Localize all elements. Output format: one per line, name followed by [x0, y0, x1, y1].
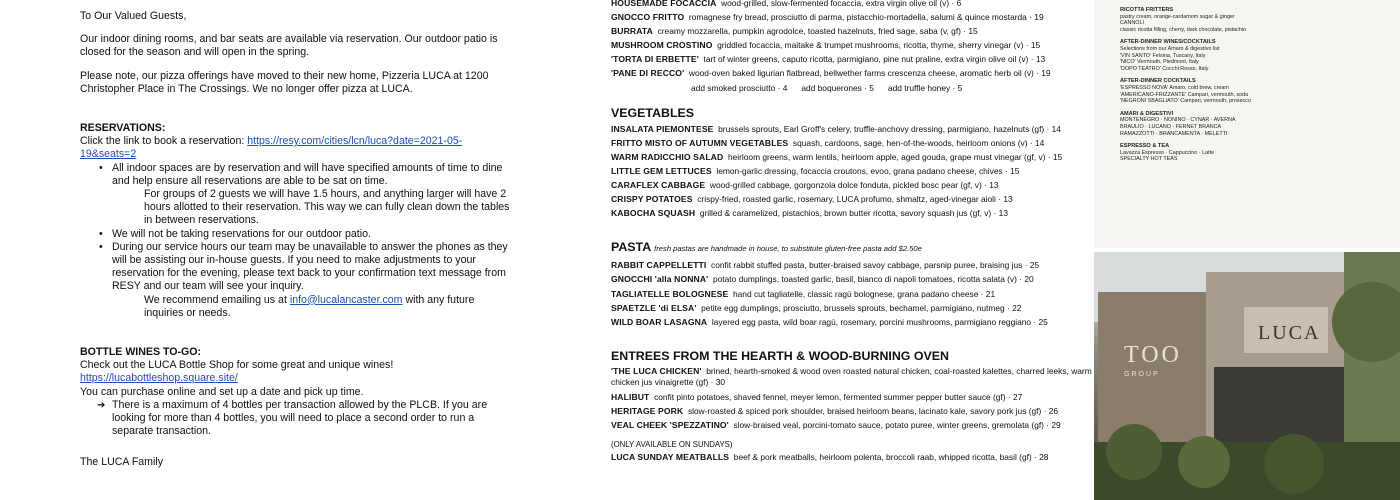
menu-item-desc: slow-braised veal, porcini-tomato sauce, potato puree, winter greens, gremolata (gf) · 29 [733, 419, 1061, 430]
menu-item-name: LUCA SUNDAY MEATBALLS [611, 452, 730, 463]
shrub [1178, 436, 1230, 488]
bottle-list [80, 399, 510, 439]
drinks-line: classic ricotta filling, cherry, dark chocolate, pistachio [1120, 26, 1247, 33]
menu-item-desc: layered egg pasta, wild boar ragù, rosemary, porcini mushrooms, parmigiano reggiano · 25 [711, 316, 1048, 327]
food-menu [611, 0, 1093, 464]
drinks-section [1120, 7, 1388, 33]
greeting: To Our Valued Guests, [80, 10, 187, 22]
email-link[interactable]: info@lucalancaster.com [289, 293, 403, 306]
bottle-shop-link[interactable]: https://lucabottleshop.square.site/ [80, 372, 238, 385]
menu-item [611, 418, 1093, 432]
menu-item-desc: heirloom greens, warm lentils, heirloom apple, aged gouda, grape must vinegar (gf, v) · 15 [727, 151, 1063, 162]
drinks-line: 'VIN SANTO' Felsina, Tuscany, Italy [1120, 52, 1206, 59]
drinks-line: 'DOPO TEATRO' Cocchi Rosso, Italy [1120, 65, 1209, 72]
menu-item-desc: brussels sprouts, Earl Groff's celery, truffle-anchovy dressing, parmigiano, hazelnuts (gf) · 14 [718, 123, 1061, 134]
menu-item [611, 206, 1093, 220]
menu-item-desc: creamy mozzarella, pumpkin agrodolce, toasted hazelnuts, fried sage, saba (v, gf) · 15 [657, 26, 978, 37]
reservation-item-patio: • We will not be taking reservations for our outdoor patio. [80, 228, 510, 241]
menu-item [611, 0, 1093, 10]
drinks-line: 'ESPRESSO NOVA' Amaro, cold brew, cream [1120, 84, 1229, 91]
menu-item [611, 192, 1093, 206]
menu-item [611, 150, 1093, 164]
menu-item-name: GNOCCHI 'alla NONNA' [611, 274, 709, 285]
menu-item-desc: hand cut tagliatelle, classic ragù bolognese, grana padano cheese · 21 [732, 288, 996, 299]
reservation-item-email [80, 294, 510, 320]
menu-item [611, 315, 1093, 329]
email-post-text: with any future inquiries or needs. [144, 293, 475, 319]
menu-item [611, 10, 1093, 24]
dessert-drinks-menu-photo [1094, 0, 1400, 248]
bottle-purchase-text: You can purchase online and set up a date and pick up time. [80, 385, 364, 398]
menu-item-name: WARM RADICCHIO SALAD [611, 151, 724, 162]
menu-item-name: TAGLIATELLE BOLOGNESE [611, 288, 729, 299]
menu-item-name: 'TORTA DI ERBETTE' [611, 54, 699, 65]
drinks-line: BRAULIO · LUCANO · FERNET BRANCA [1120, 123, 1222, 130]
menu-item [611, 287, 1093, 301]
sign-tag-text: GROUP [1124, 371, 1160, 378]
reservation-list [80, 162, 510, 320]
menu-item [611, 122, 1093, 136]
sign-right-text: LUCA [1258, 322, 1321, 344]
photo-column [1094, 0, 1400, 500]
drinks-line: 'NICO' Vermouth, Piedmont, Italy [1120, 59, 1199, 66]
menu-item [611, 178, 1093, 192]
drinks-line: RAMAZZOTTI · BRANCAMENTA · MELETTI [1120, 130, 1228, 137]
starters-list [611, 0, 1093, 95]
menu-item-name: 'THE LUCA CHICKEN' [611, 365, 702, 376]
menu-item-desc: brined, hearth-smoked & wood oven roasted natural chicken, coal-roasted kalettes, charred leeks, warm chicken jus vinaigrette (gf) · 30 [611, 365, 1092, 387]
menu-item [611, 365, 1093, 388]
menu-item-desc: potato dumplings, toasted garlic, basil, bianco di napoli tomatoes, ricotta salata (v) · 20 [712, 274, 1034, 285]
bottle-heading: BOTTLE WINES TO-GO: [80, 346, 202, 359]
menu-item-desc: wood-grilled, slow-fermented focaccia, extra virgin olive oil (v) · 6 [721, 0, 962, 8]
menu-item-desc: grilled & caramelized, pistachios, brown butter ricotta, savory squash jus (gf, v) · 13 [699, 208, 1008, 219]
signoff: The LUCA Family [80, 456, 164, 469]
drinks-line: Lavazza Espresso · Cappuccino · Latte [1120, 149, 1215, 156]
drinks-line: Selections from our Amaro & digestivo list [1120, 45, 1220, 52]
vegetables-list [611, 122, 1093, 221]
storefront-illustration [1094, 252, 1400, 500]
resy-link[interactable]: https://resy.com/cities/lcn/luca?date=2021-05-19&seats=2 [80, 135, 463, 161]
menu-item-desc: wood-grilled cabbage, gorgonzola dolce fonduta, pickled bosc pear (gf, v) · 13 [709, 180, 999, 191]
pasta-list [611, 258, 1093, 328]
menu-item-desc: confit rabbit stuffed pasta, butter-braised savoy cabbage, parsnip puree, braising jus · 25 [711, 260, 1040, 271]
drinks-section [1120, 111, 1388, 137]
reservation-item-group-time: For groups of 2 guests we will have 1.5 hours, and anything larger will have 2 hours allotted to their reservation. This way we can fully clean down the tables in between reservations. [144, 188, 510, 227]
drinks-section [1120, 39, 1388, 72]
menu-item-desc: lemon-garlic dressing, focaccia croutons, evoo, grana padano cheese, chives · 15 [716, 165, 1020, 176]
menu-item-name: INSALATA PIEMONTESE [611, 123, 714, 134]
menu-item [611, 52, 1093, 66]
menu-item [611, 404, 1093, 418]
menu-item [611, 450, 1093, 464]
menu-item-name: VEAL CHEEK 'SPEZZATINO' [611, 419, 729, 430]
menu-item-name: HALIBUT [611, 391, 650, 402]
menu-item-desc: confit pinto potatoes, shaved fennel, meyer lemon, fermented summer pepper butter sauce (gf) · 27 [654, 391, 1023, 402]
drinks-section-heading: AFTER-DINNER WINES/COCKTAILS [1120, 39, 1216, 46]
menu-item [611, 136, 1093, 150]
menu-item-name: 'PANE DI RECCO' [611, 68, 685, 79]
drinks-section [1120, 143, 1388, 163]
menu-item-name: SPAETZLE 'di ELSA' [611, 302, 697, 313]
reservation-intro [80, 135, 510, 161]
drinks-section-heading: AFTER-DINNER COCKTAILS [1120, 78, 1196, 85]
drinks-line: pastry cream, orange-cardamom sugar & ginger [1120, 13, 1235, 20]
guest-notice [80, 10, 510, 470]
drinks-line: 'NEGRONI SBAGLIATO' Campari, vermouth, prosecco [1120, 98, 1251, 105]
shrub [1106, 424, 1162, 480]
menu-item [611, 301, 1093, 315]
menu-item-desc: romagnese fry bread, prosciutto di parma, pistacchio-mortadella, salumi & quince mostarda · 19 [688, 12, 1044, 23]
drinks-line: SPECIALTY HOT TEAS [1120, 156, 1178, 163]
pasta-note: fresh pastas are handmade in house, to substitute gluten-free pasta add $2.50e [654, 244, 922, 254]
menu-item-name: BURRATA [611, 26, 653, 37]
pasta-header [611, 238, 1093, 258]
entrees-title: ENTREES FROM THE HEARTH & WOOD-BURNING OVEN [611, 348, 949, 363]
pane-extras: add smoked prosciutto · 4 add boquerones · 5 add truffle honey · 5 [691, 82, 963, 93]
sign-left-text: TOO [1124, 342, 1182, 368]
reservation-item-dining-time: • All indoor spaces are by reservation and will have specified amounts of time to dine and help ensure all reservations are able to be sat on time. [80, 162, 510, 188]
entrees-list [611, 365, 1093, 432]
menu-item-name: HOUSEMADE FOCACCIA [611, 0, 717, 8]
menu-item-desc: beef & pork meatballs, heirloom polenta, broccoli raab, whipped ricotta, basil (gf) · 28 [733, 452, 1049, 463]
menu-item [611, 66, 1093, 80]
menu-item-name: RABBIT CAPPELLETTI [611, 260, 707, 271]
menu-item [611, 258, 1093, 272]
shrub [1264, 434, 1324, 494]
menu-item [611, 24, 1093, 38]
menu-item-name: LITTLE GEM LETTUCES [611, 165, 712, 176]
menu-item [611, 164, 1093, 178]
menu-item-name: CARAFLEX CABBAGE [611, 180, 706, 191]
menu-item-name: KABOCHA SQUASH [611, 208, 696, 219]
menu-item-name: CRISPY POTATOES [611, 194, 693, 205]
menu-item [611, 390, 1093, 404]
drinks-line: 'AMERICANO-FRIZZANTE' Campari, vermouth, soda [1120, 91, 1249, 98]
bottle-text: Check out the LUCA Bottle Shop for some great and unique wines! [80, 359, 394, 372]
reservation-intro-text: Click the link to book a reservation: [80, 135, 245, 148]
drinks-section-heading: ESPRESSO & TEA [1120, 143, 1170, 150]
drinks-section-heading: RICOTTA FRITTERS [1120, 7, 1174, 13]
menu-item-desc: griddled focaccia, maitake & trumpet mushrooms, ricotta, thyme, sherry vinegar (v) · 15 [717, 40, 1041, 51]
email-pre-text: We recommend emailing us at [144, 293, 287, 306]
menu-item-desc: squash, cardoons, sage, hen-of-the-woods, heirloom onions (v) · 14 [792, 137, 1045, 148]
menu-item-name: MUSHROOM CROSTINO [611, 40, 713, 51]
sunday-note: (ONLY AVAILABLE ON SUNDAYS) [611, 440, 733, 450]
bottle-limit-item: ➔ There is a maximum of 4 bottles per transaction allowed by the PLCB. If you are looking for more than 4 bottles, you will need to place a second order to run a separate transaction. [80, 399, 510, 439]
menu-item [611, 272, 1093, 286]
menu-item-desc: slow-roasted & spiced pork shoulder, braised heirloom beans, lacinato kale, savory pork jus (gf) · 26 [687, 405, 1059, 416]
pizza-paragraph: Please note, our pizza offerings have moved to their new home, Pizzeria LUCA at 1200 Christopher Place in The Crossings. We no longer offer pizza at LUCA. [80, 69, 489, 95]
reservation-item-phones: • During our service hours our team may be unavailable to answer the phones as they will be assisting our in-house guests. If you need to make adjustments to your reservation for the evening, please text back to your confirmation text message from RESY and our team will see your inquiry. [80, 241, 510, 294]
reservations-heading: RESERVATIONS: [80, 122, 166, 135]
menu-item-desc: tart of winter greens, caputo ricotta, parmigiano, pine nut praline, extra virgin olive oil (v) · 13 [703, 54, 1046, 65]
menu-item-desc: petite egg dumplings, prosciutto, brussels sprouts, bechamel, parmigiano, nutmeg · 22 [701, 302, 1022, 313]
menu-item-desc: wood-oven baked ligurian flatbread, bellwether farms crescenza cheese, aromatic herb oil (v) · 19 [688, 68, 1051, 79]
drinks-section [1120, 78, 1388, 104]
menu-item-name: FRITTO MISTO OF AUTUMN VEGETABLES [611, 137, 789, 148]
menu-item [611, 38, 1093, 52]
menu-item-name: HERITAGE PORK [611, 405, 684, 416]
vegetables-title: VEGETABLES [611, 105, 695, 120]
indoor-dining-paragraph: Our indoor dining rooms, and bar seats are available via reservation. Our outdoor patio is closed for the season and will open in the spring. [80, 33, 498, 59]
drinks-line: CANNOLI [1120, 20, 1144, 27]
pasta-title: PASTA [611, 240, 651, 255]
menu-item-name: GNOCCO FRITTO [611, 12, 685, 23]
storefront-photo [1094, 252, 1400, 500]
menu-item-name: WILD BOAR LASAGNA [611, 316, 708, 327]
menu-item-desc: crispy-fried, roasted garlic, rosemary, LUCA profumo, shmaltz, aged-vinegar aioli · 13 [697, 194, 1013, 205]
drinks-section-heading: AMARI & DIGESTIVI [1120, 110, 1174, 117]
drinks-line: MONTENEGRO · NONINO · CYNAR · AVERNA [1120, 117, 1236, 124]
